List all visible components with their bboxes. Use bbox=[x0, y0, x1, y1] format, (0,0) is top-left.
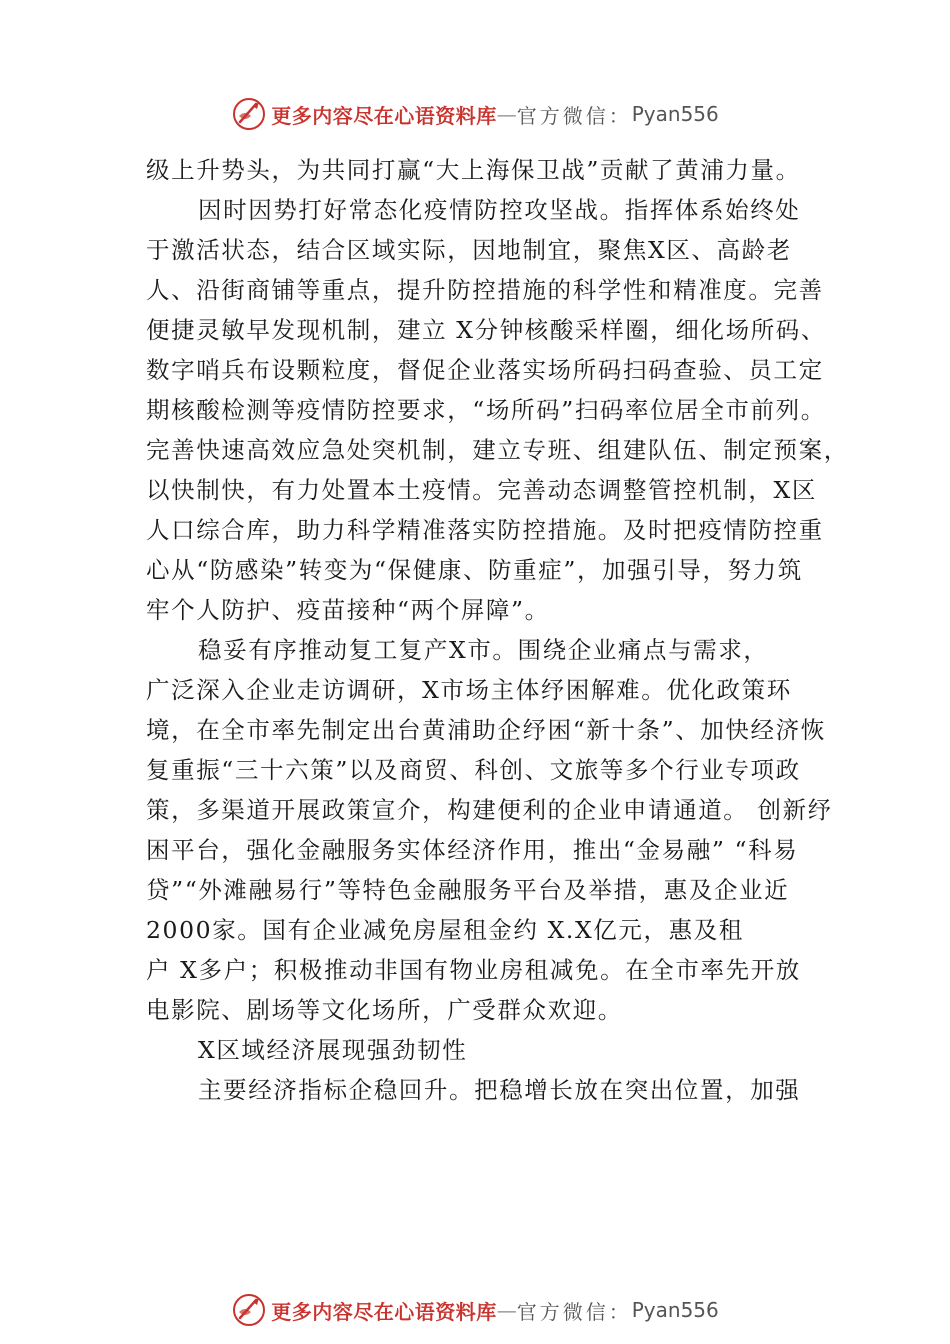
text-line: 广泛深入企业走访调研，X市场主体纾困解难。优化政策环 bbox=[146, 676, 792, 704]
text-line: 心从“防感染”转变为“保健康、防重症”，加强引导，努力筑 bbox=[146, 556, 803, 584]
paragraph-start: 因时因势打好常态化疫情防控攻坚战。指挥体系始终处 bbox=[198, 196, 801, 224]
banner-wechat-id: Pyan556 bbox=[631, 1298, 719, 1322]
text-line: 级上升势头，为共同打赢“大上海保卫战”贡献了黄浦力量。 bbox=[146, 156, 801, 184]
banner-dash: — bbox=[496, 1298, 517, 1322]
text-line: 户 X多户；积极推动非国有物业房租减免。在全市率先开放 bbox=[146, 956, 801, 984]
text-line: 于激活状态，结合区域实际，因地制宜，聚焦X区、高龄老 bbox=[146, 236, 792, 264]
text-line: 数字哨兵布设颗粒度，督促企业落实场所码扫码查验、员工定 bbox=[146, 356, 824, 384]
text-line: 2000家。国有企业减免房屋租金约 X.X亿元，惠及租 bbox=[146, 916, 744, 944]
text-line: 贷”“外滩融易行”等特色金融服务平台及举措，惠及企业近 bbox=[146, 876, 790, 904]
text-line: 人口综合库，助力科学精准落实防控措施。及时把疫情防控重 bbox=[146, 516, 824, 544]
paragraph-start: 稳妥有序推动复工复产X市。围绕企业痛点与需求， bbox=[198, 636, 769, 664]
document-body bbox=[146, 150, 849, 1110]
header-watermark bbox=[0, 94, 950, 134]
paragraph-start: 主要经济指标企稳回升。把稳增长放在突出位置，加强 bbox=[198, 1076, 801, 1104]
text-line: 境，在全市率先制定出台黄浦助企纾困“新十条”、加快经济恢 bbox=[146, 716, 826, 744]
text-line: 策，多渠道开展政策宣介，构建便利的企业申请通道。 创新纾 bbox=[146, 796, 833, 824]
text-line: 期核酸检测等疫情防控要求，“场所码”扫码率位居全市前列。 bbox=[146, 396, 826, 424]
banner-dash: — bbox=[496, 102, 517, 126]
text-line: 电影院、剧场等文化场所，广受群众欢迎。 bbox=[146, 996, 623, 1024]
text-line: 困平台，强化金融服务实体经济作用，推出“金易融” “科易 bbox=[146, 836, 799, 864]
banner-wechat-id: Pyan556 bbox=[631, 102, 719, 126]
text-line: 完善快速高效应急处突机制，建立专班、组建队伍、制定预案， bbox=[146, 436, 849, 464]
text-line: 人、沿街商铺等重点，提升防控措施的科学性和精准度。完善 bbox=[146, 276, 824, 304]
banner-title: 更多内容尽在心语资料库 bbox=[271, 1299, 497, 1324]
text-line: 便捷灵敏早发现机制，建立 X分钟核酸采样圈，细化场所码、 bbox=[146, 316, 826, 344]
logo-icon bbox=[231, 1292, 267, 1328]
banner-wechat-label: 官方微信： bbox=[516, 1299, 632, 1324]
text-line: 以快制快，有力处置本土疫情。完善动态调整管控机制，X区 bbox=[146, 476, 817, 504]
logo-icon bbox=[231, 96, 267, 132]
banner-title: 更多内容尽在心语资料库 bbox=[271, 103, 497, 128]
text-line: 牢个人防护、疫苗接种“两个屏障”。 bbox=[146, 596, 550, 624]
banner-wechat-label: 官方微信： bbox=[516, 103, 632, 128]
section-heading: X区域经济展现强劲韧性 bbox=[198, 1036, 468, 1064]
text-line: 复重振“三十六策”以及商贸、科创、文旅等多个行业专项政 bbox=[146, 756, 801, 784]
footer-watermark bbox=[0, 1290, 950, 1330]
